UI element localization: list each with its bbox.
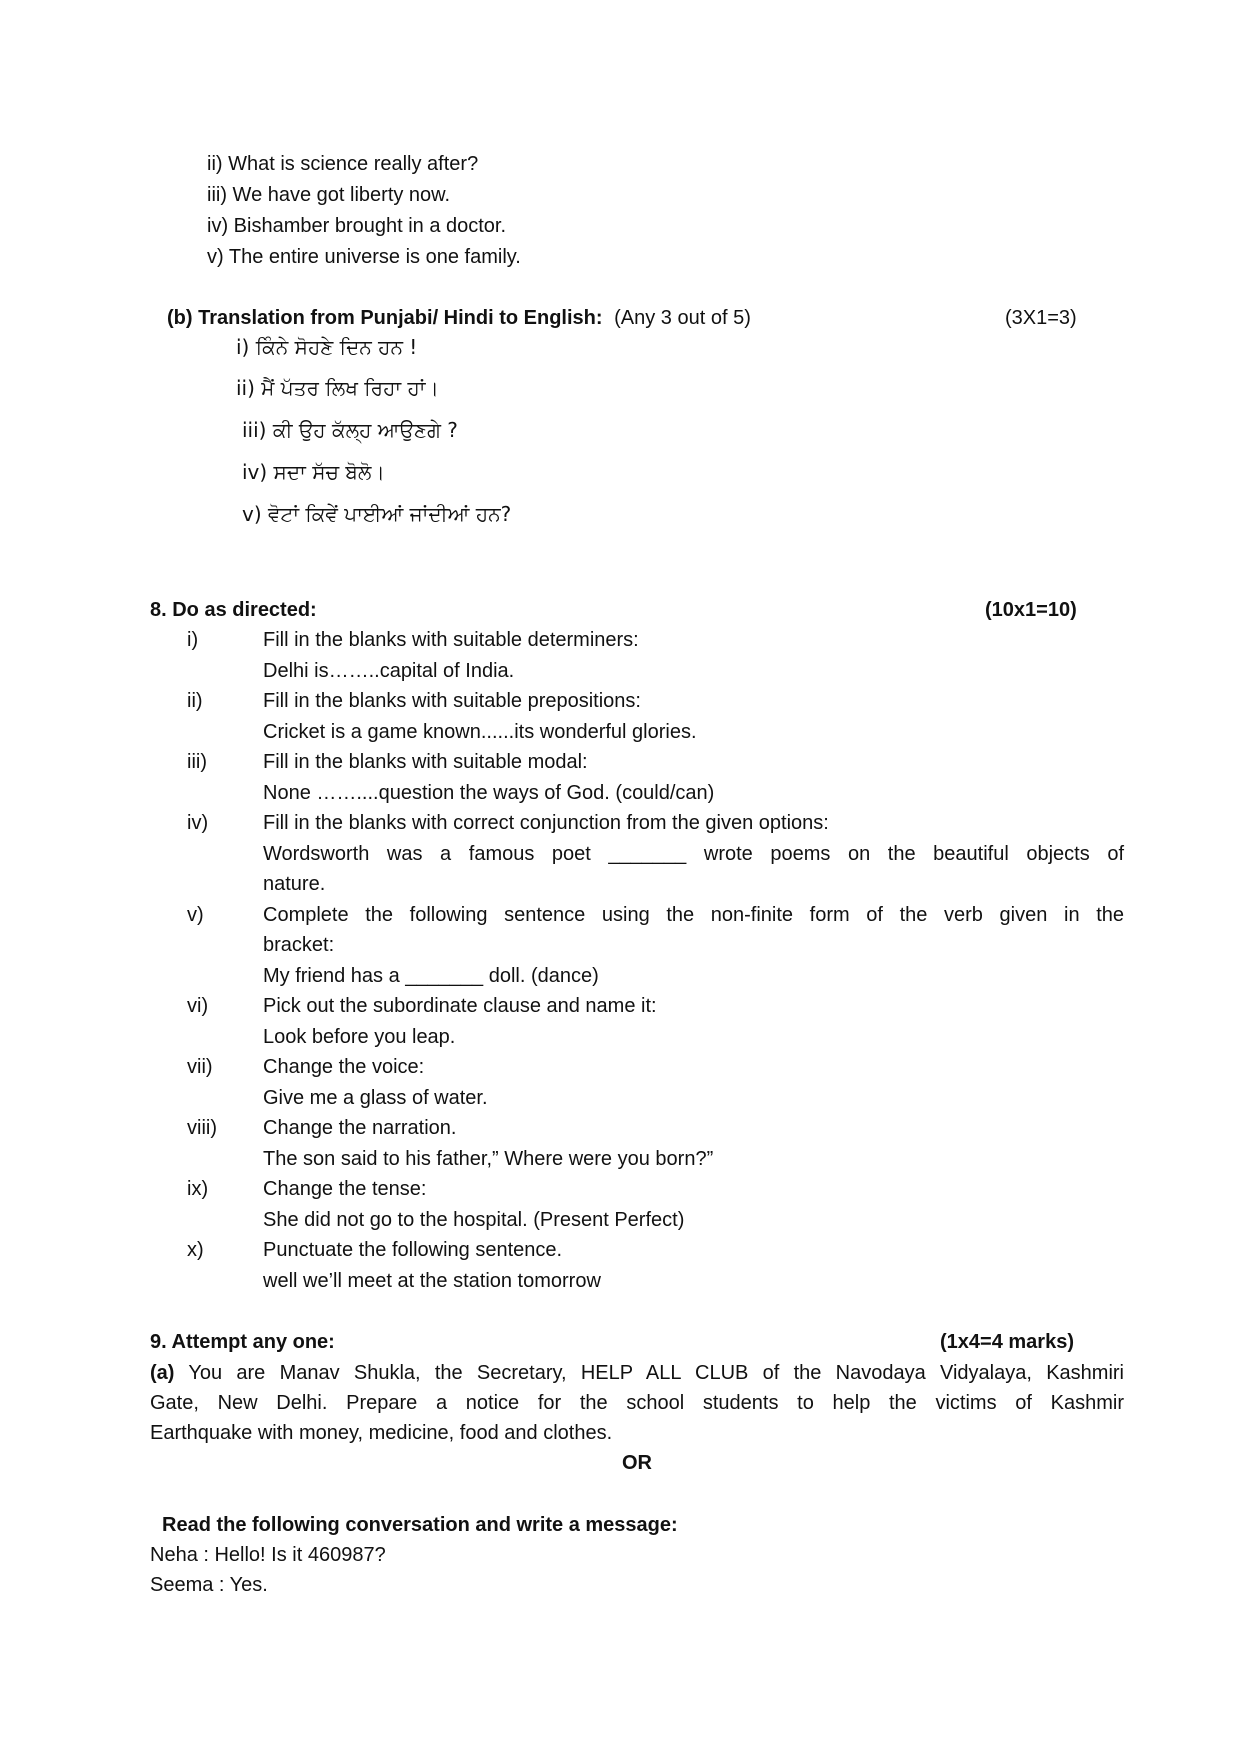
sub-heading: Read the following conversation and write a message: — [162, 1514, 678, 1536]
question-text: Change the voice: — [263, 1056, 425, 1078]
question-row — [150, 961, 1124, 991]
punjabi-item: i) ਕਿੰਨੇ ਸੋਹਣੇ ਦਿਨ ਹਨ ! — [236, 335, 418, 359]
question-text: Change the narration. — [263, 1117, 457, 1139]
question-number: ii) — [187, 690, 203, 712]
punjabi-item: ii) ਮੈਂ ਪੱਤਰ ਲਿਖ ਰਿਹਾ ਹਾਂ। — [236, 376, 439, 400]
question-number: x) — [187, 1239, 204, 1261]
question-text: Fill in the blanks with correct conjunction from the given options: — [263, 812, 829, 834]
question-row — [150, 1022, 1124, 1052]
question-text: bracket: — [263, 934, 335, 956]
question-row — [150, 839, 1124, 869]
conversation-line: Neha : Hello! Is it 460987? — [150, 1544, 386, 1566]
question-row — [150, 625, 1124, 655]
question-row — [150, 778, 1124, 808]
question-row — [150, 930, 1124, 960]
question-row — [150, 717, 1124, 747]
question-row — [150, 1266, 1124, 1296]
or-separator: OR — [622, 1452, 652, 1474]
question-text: Cricket is a game known......its wonderful glories. — [263, 720, 697, 743]
question-text: Fill in the blanks with suitable modal: — [263, 751, 588, 773]
question-text: Pick out the subordinate clause and name it: — [263, 995, 657, 1017]
question-number: i) — [187, 629, 199, 651]
list-item: iv) Bishamber brought in a doctor. — [207, 215, 507, 237]
list-item: ii) What is science really after? — [207, 153, 479, 175]
punjabi-item: iii) ਕੀ ਉਹ ਕੱਲ੍ਹ ਆਉਣਗੇ ? — [242, 418, 458, 442]
question-row — [150, 1205, 1124, 1235]
list-item: iii) We have got liberty now. — [207, 184, 451, 206]
question-row — [150, 747, 1124, 777]
question-number: viii) — [187, 1117, 217, 1139]
list-item: v) The entire universe is one family. — [207, 246, 521, 268]
question-text: Fill in the blanks with suitable determiners: — [263, 629, 639, 651]
marks: (3X1=3) — [1005, 307, 1077, 329]
question-number: ix) — [187, 1178, 209, 1200]
question-row — [150, 1235, 1124, 1265]
option-label: (a) — [150, 1362, 175, 1384]
marks: (10x1=10) — [985, 599, 1077, 621]
question-row — [150, 1113, 1124, 1143]
paragraph-line: You are Manav Shukla, the Secretary, HELP ALL CLUB of the Navodaya Vidyalaya, Kashmiri — [188, 1362, 1124, 1384]
question-number: iii) — [187, 751, 207, 773]
section-heading: 8. Do as directed: — [150, 599, 317, 621]
question-row — [150, 991, 1124, 1021]
question-row — [150, 900, 1124, 930]
question-text: My friend has a _______ doll. (dance) — [263, 964, 599, 987]
paragraph-line: Earthquake with money, medicine, food and clothes. — [150, 1422, 613, 1444]
punjabi-item: v) ਵੋਟਾਂ ਕਿਵੇਂ ਪਾਈਆਂ ਜਾਂਦੀਆਂ ਹਨ? — [242, 502, 512, 526]
punjabi-item: iv) ਸਦਾ ਸੱਚ ਬੋਲੋ। — [242, 460, 385, 484]
question-text: None ……....question the ways of God. (could/can) — [263, 781, 715, 804]
question-row — [150, 808, 1124, 838]
marks: (1x4=4 marks) — [940, 1331, 1074, 1353]
paragraph-line: Gate, New Delhi. Prepare a notice for the school students to help the victims of Kashmir — [150, 1392, 1124, 1414]
question-text: Fill in the blanks with suitable prepositions: — [263, 690, 641, 712]
question-number: iv) — [187, 812, 209, 834]
question-text: Look before you leap. — [263, 1025, 456, 1048]
question-text: Complete the following sentence using the non-finite form of the verb given in the — [263, 903, 1124, 926]
instruction: (Any 3 out of 5) — [614, 307, 751, 329]
question-number: vii) — [187, 1056, 213, 1078]
question-text: nature. — [263, 873, 326, 895]
question-text: well we’ll meet at the station tomorrow — [263, 1269, 601, 1292]
question-text: Punctuate the following sentence. — [263, 1239, 563, 1261]
question-text: She did not go to the hospital. (Present Perfect) — [263, 1208, 685, 1231]
question-row — [150, 1052, 1124, 1082]
question-row — [150, 686, 1124, 716]
section-heading: 9. Attempt any one: — [150, 1331, 335, 1353]
question-text: Give me a glass of water. — [263, 1086, 488, 1109]
section-heading: (b) Translation from Punjabi/ Hindi to English: — [167, 307, 603, 329]
question-row — [150, 1144, 1124, 1174]
question-text: Wordsworth was a famous poet _______ wrote poems on the beautiful objects of — [263, 842, 1124, 865]
question-text: Delhi is……..capital of India. — [263, 659, 515, 682]
question-row — [150, 1083, 1124, 1113]
question-row — [150, 869, 1124, 899]
question-number: v) — [187, 903, 204, 926]
conversation-line: Seema : Yes. — [150, 1574, 268, 1596]
question-number: vi) — [187, 995, 209, 1017]
question-text: The son said to his father,” Where were you born?” — [263, 1147, 714, 1170]
question-text: Change the tense: — [263, 1178, 427, 1200]
question-row — [150, 1174, 1124, 1204]
question-row — [150, 656, 1124, 686]
